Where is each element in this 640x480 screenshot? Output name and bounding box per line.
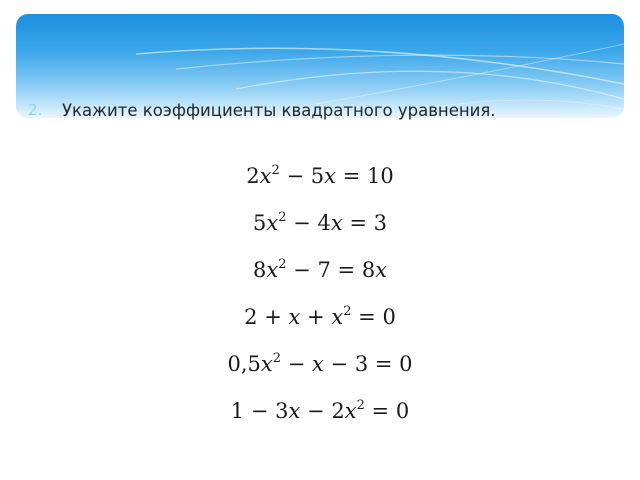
equation-4: $2 + x + x^2 = 0$ bbox=[244, 304, 396, 329]
equation-1: $2x^2 - 5x = 10$ bbox=[246, 163, 394, 188]
equation-2: $5x^2 - 4x = 3$ bbox=[252, 210, 388, 235]
equation-list bbox=[0, 160, 640, 430]
question-heading bbox=[28, 96, 496, 124]
equation-3: $8x^2 - 7 = 8x$ bbox=[252, 257, 388, 282]
equation-5: $0,5x^2 - x - 3 = 0$ bbox=[227, 351, 413, 376]
equation-6: $1 - 3x - 2x^2 = 0$ bbox=[230, 398, 410, 423]
question-number: 2. bbox=[28, 101, 43, 119]
question-text: Укажите коэффициенты квадратного уравнения. bbox=[62, 100, 496, 120]
